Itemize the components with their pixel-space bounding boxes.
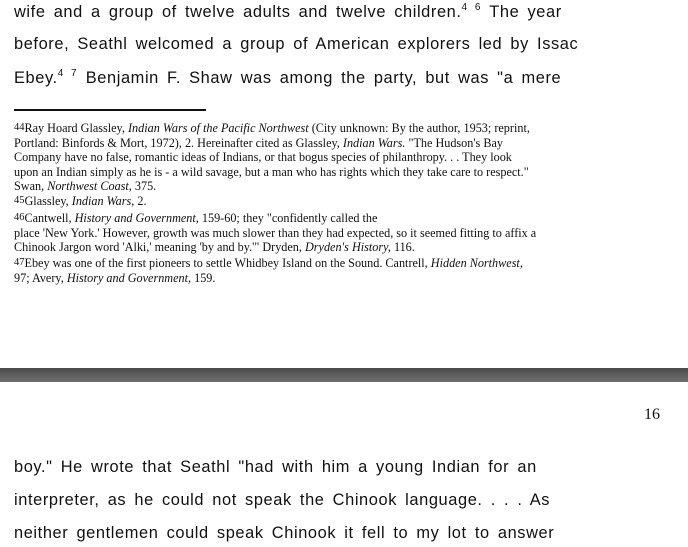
footnote-number: 47 (14, 257, 25, 268)
body-line-2 (14, 35, 578, 54)
footnote-number: 44 (14, 122, 25, 133)
body-text: before, Seathl welcomed a group of American explorers led by Issac (14, 35, 579, 53)
page-bottom (0, 382, 688, 547)
body-text: The year (481, 3, 562, 21)
page-divider (0, 368, 688, 382)
footnote-ref-47: 4 7 (57, 68, 78, 79)
page-number: 16 (644, 406, 660, 423)
body-text: Ebey. (14, 69, 58, 87)
footnote-45: 45Glassley, Indian Wars, 2. (14, 194, 147, 208)
body-line-4: boy." He wrote that Seathl "had with him a young Indian for an (14, 458, 537, 476)
footnote-number: 45 (14, 195, 25, 206)
footnote-47: 47Ebey was one of the first pioneers to settle Whidbey Island on the Sound. Cantrell, Hidden Northwest, 97; Avery, History and Government, 159. (14, 256, 523, 285)
footnote-46: 46Cantwell, History and Government, 159-60; they "confidently called the place 'New York.' However, growth was much slower than they had expected, so it seemed fitting to affix a Chinook Jargon word 'Alki,' meaning 'by and by.'" Dryden, Dryden's History, 116. (14, 211, 537, 254)
footnote-separator (14, 109, 206, 111)
body-line-6: neither gentlemen could speak Chinook it fell to my lot to answer (14, 524, 555, 542)
footnote-44: 44Ray Hoard Glassley, Indian Wars of the Pacific Northwest (City unknown: By the author, 1953; reprint, Portland: Binfords & Mort, 1972), 2. Hereinafter cited as Glassley, Indian Wars. "The Hudson's Bay Company have no false, romantic ideas of Indians, or that bogus species of philanthropy. . . They look upon an Indian simply as he is - a wild savage, but a man who has rights which they take care to respect." Swan, Northwest Coast, 375. (14, 121, 530, 193)
footnote-number: 46 (14, 212, 25, 223)
body-line-1 (14, 2, 562, 22)
body-line-5: interpreter, as he could not speak the Chinook language. . . . As (14, 491, 551, 509)
body-line-3 (14, 68, 561, 88)
footnote-ref-46: 4 6 (461, 2, 482, 13)
body-text: wife and a group of twelve adults and twelve children. (14, 3, 462, 21)
body-text: Benjamin F. Shaw was among the party, but was "a mere (77, 69, 562, 87)
